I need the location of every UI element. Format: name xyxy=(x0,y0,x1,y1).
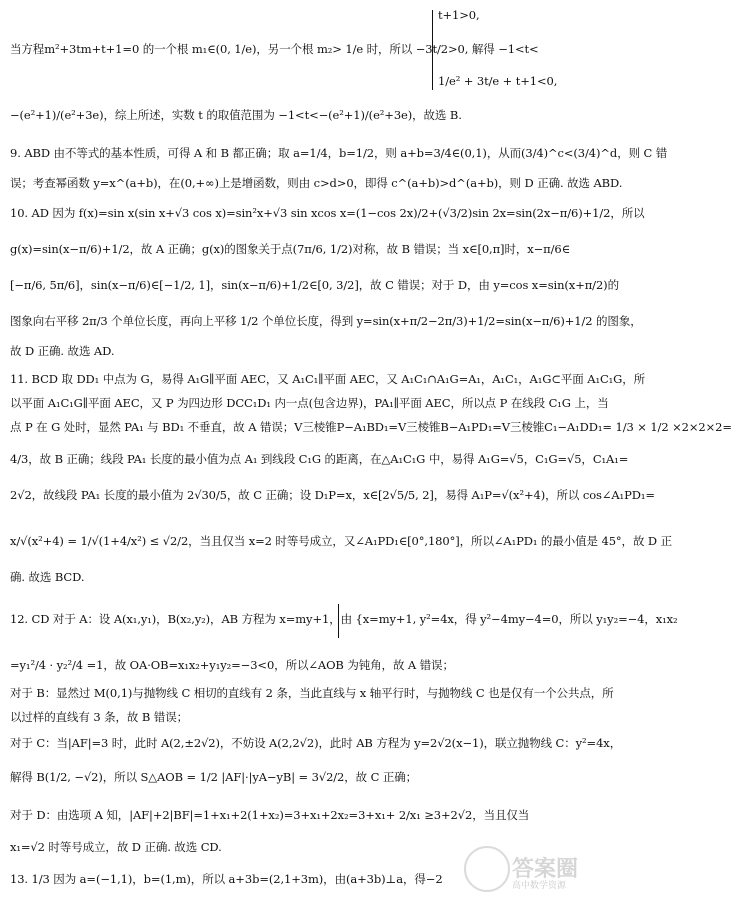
text-line: 确. 故选 BCD. xyxy=(10,570,85,584)
text-line: 对于 B：显然过 M(0,1)与抛物线 C 相切的直线有 2 条，当此直线与 x 轴平行时，与抛物线 C 也是仅有一个公共点，所 xyxy=(10,686,614,700)
text-line: 对于 C：当|AF|=3 时，此时 A(2,±2√2)，不妨设 A(2,2√2)，此时 AB 方程为 y=2√2(x−1)，联立抛物线 C：y²=4x， xyxy=(10,736,622,750)
text-line: 2√2，故线段 PA₁ 长度的最小值为 2√30/5，故 C 正确；设 D₁P=x，x∈[2√5/5, 2]，易得 A₁P=√(x²+4)，所以 cos∠A₁PD₁= xyxy=(10,488,655,502)
text-line: 误；考查幂函数 y=x^(a+b)，在(0,+∞)上是增函数，则由 c>d>0，即得 c^(a+b)>d^(a+b)，则 D 正确. 故选 ABD. xyxy=(10,176,623,190)
text-line: x₁=√2 时等号成立，故 D 正确. 故选 CD. xyxy=(10,840,222,854)
text-line: [−π/6, 5π/6]，sin(x−π/6)∈[−1/2, 1]，sin(x−π/6)+1/2∈[0, 3/2]，故 C 错误；对于 D，由 y=cos x=sin(x+π/2)的 xyxy=(10,278,619,292)
text-line: 以平面 A₁C₁G∥平面 AEC，又 P 为四边形 DCC₁D₁ 内一点(包含边界)，PA₁∥平面 AEC，所以点 P 在线段 C₁G 上，当 xyxy=(10,396,609,410)
text-line: 图象向右平移 2π/3 个单位长度，再向上平移 1/2 个单位长度，得到 y=sin(x+π/2−2π/3)+1/2=sin(x−π/6)+1/2 的图象， xyxy=(10,314,642,328)
text-line: 9. ABD 由不等式的基本性质，可得 A 和 B 都正确；取 a=1/4，b=1/2，则 a+b=3/4∈(0,1)，从而(3/4)^c<(3/4)^d，则 C 错 xyxy=(10,146,668,160)
text-line: x/√(x²+4) = 1/√(1+4/x²) ≤ √2/2，当且仅当 x=2 时等号成立，又∠A₁PD₁∈[0°,180°]，所以∠A₁PD₁ 的最小值是 45°，故 D 正 xyxy=(10,534,672,548)
watermark-logo: 答案圈 高中数学资源 xyxy=(464,846,614,896)
text-line: 4/3，故 B 正确；线段 PA₁ 长度的最小值为点 A₁ 到线段 C₁G 的距离，在△A₁C₁G 中，易得 A₁G=√5，C₁G=√5，C₁A₁= xyxy=(10,452,629,466)
text-line: 当方程m²+3tm+t+1=0 的一个根 m₁∈(0, 1/e)，另一个根 m₂> 1/e 时，所以 −3t/2>0, 解得 −1<t< xyxy=(10,42,539,56)
text-line: 10. AD 因为 f(x)=sin x(sin x+√3 cos x)=sin²x+√3 sin xcos x=(1−cos 2x)/2+(√3/2)sin 2x=sin(2x−π/6)+1/2，所以 xyxy=(10,206,645,220)
text-line: t+1>0, xyxy=(438,8,480,22)
text-line: 12. CD 对于 A：设 A(x₁,y₁)，B(x₂,y₂)，AB 方程为 x=my+1，由 {x=my+1, y²=4x，得 y²−4my−4=0，所以 y₁y₂=−4，x₁x₂ xyxy=(10,612,678,626)
text-line: −(e²+1)/(e²+3e)，综上所述，实数 t 的取值范围为 −1<t<−(e²+1)/(e²+3e)，故选 B. xyxy=(10,108,462,122)
text-line: 对于 D：由选项 A 知，|AF|+2|BF|=1+x₁+2(1+x₂)=3+x₁+2x₂=3+x₁+ 2/x₁ ≥3+2√2，当且仅当 xyxy=(10,808,530,822)
text-line: g(x)=sin(x−π/6)+1/2，故 A 正确；g(x)的图象关于点(7π/6, 1/2)对称，故 B 错误；当 x∈[0,π]时，x−π/6∈ xyxy=(10,242,571,256)
text-line: 以过样的直线有 3 条，故 B 错误； xyxy=(10,710,188,724)
text-line: =y₁²/4 · y₂²/4 =1，故 OA·OB=x₁x₂+y₁y₂=−3<0，所以∠AOB 为钝角，故 A 错误； xyxy=(10,658,454,672)
text-line: 点 P 在 G 处时，显然 PA₁ 与 BD₁ 不垂直，故 A 错误；V三棱锥P−A₁BD₁=V三棱锥B−A₁PD₁=V三棱锥C₁−A₁DD₁= 1/3 × 1/2 ×2×2×2= xyxy=(10,420,732,434)
text-line: 13. 1/3 因为 a=(−1,1)，b=(1,m)，所以 a+3b=(2,1+3m)，由(a+3b)⊥a，得−2 xyxy=(10,872,443,886)
text-line: 1/e² + 3t/e + t+1<0, xyxy=(438,74,558,88)
text-line: 11. BCD 取 DD₁ 中点为 G，易得 A₁G∥平面 AEC，又 A₁C₁∥平面 AEC，又 A₁C₁∩A₁G=A₁，A₁C₁，A₁G⊂平面 A₁C₁G，所 xyxy=(10,372,646,386)
text-line: 故 D 正确. 故选 AD. xyxy=(10,344,115,358)
text-line: 解得 B(1/2, −√2)，所以 S△AOB = 1/2 |AF|·|yA−yB| = 3√2/2，故 C 正确； xyxy=(10,770,418,784)
